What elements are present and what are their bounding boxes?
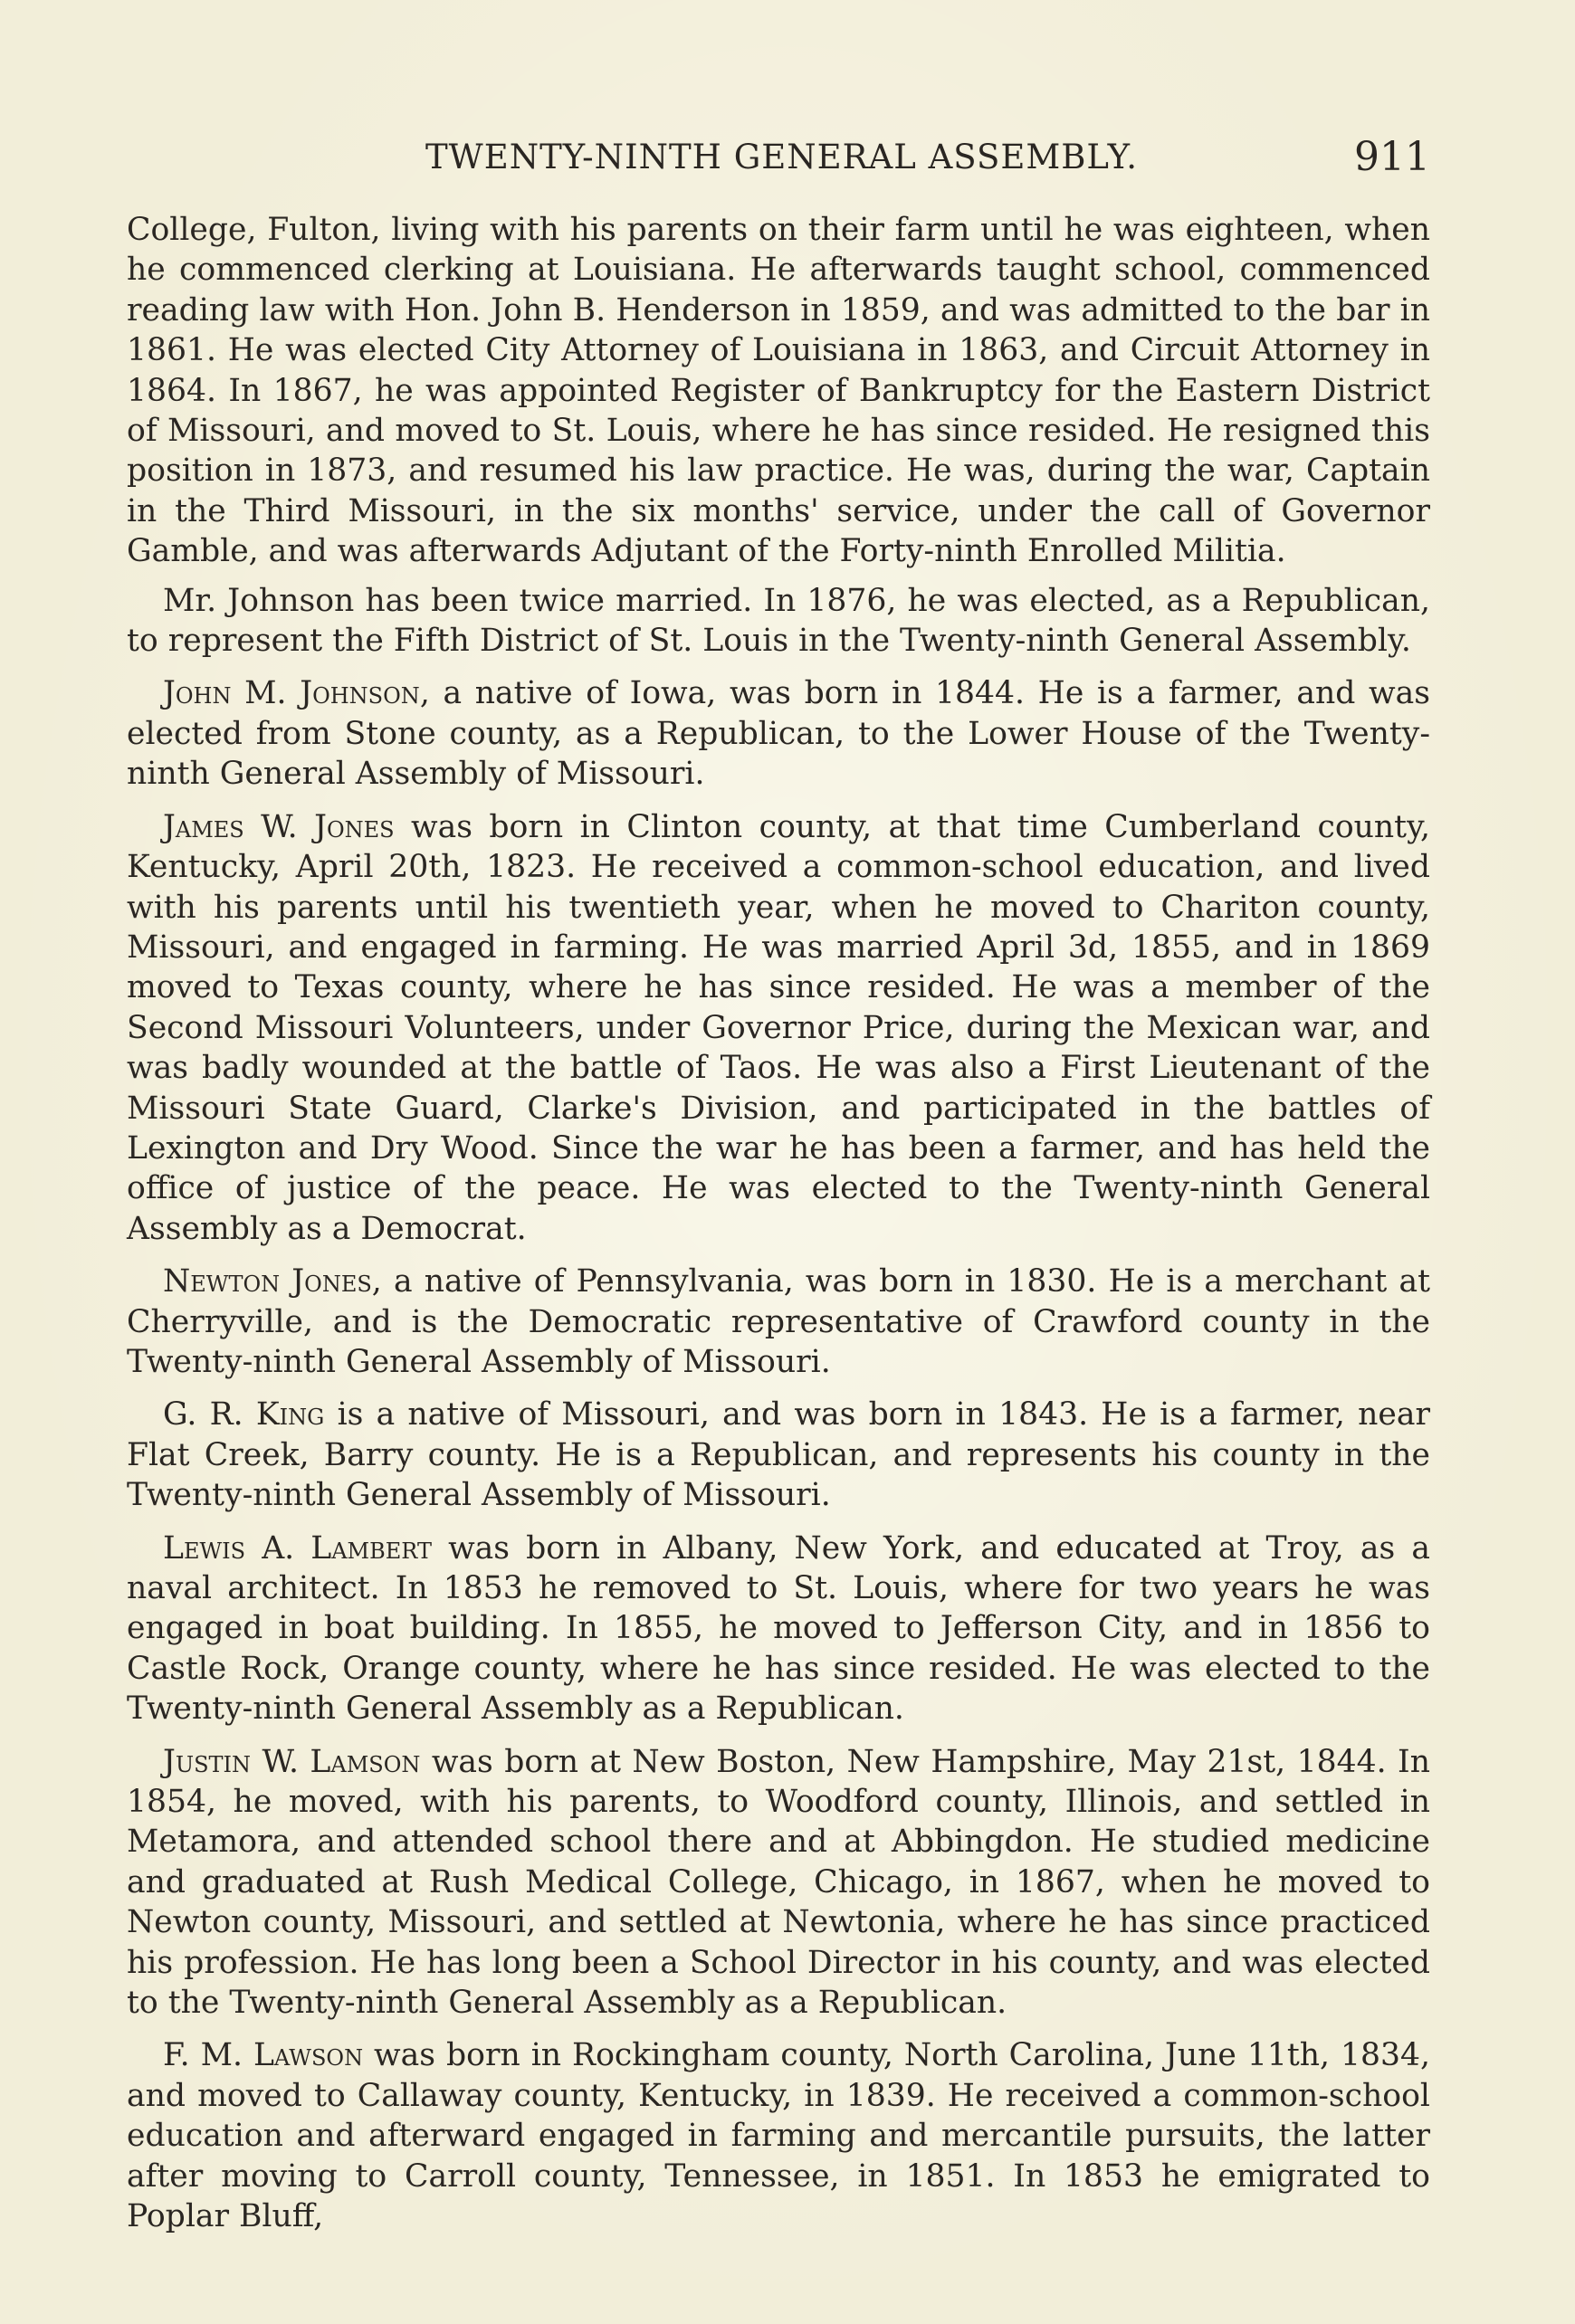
paragraph-text: Mr. Johnson has been twice married. In 1876, he was elected, as a Republican, to represent the Fifth District of St. Louis in the Twenty-ninth General Assembly.: [127, 582, 1430, 660]
entry-name: Justin W. Lamson: [163, 1743, 421, 1780]
paragraph-james-w-jones: [127, 807, 1430, 1249]
paragraph-text: was born at New Boston, New Hampshire, May 21st, 1844. In 1854, he moved, with his parents, to Woodford county, Illinois, and settled in Metamora, and attended school there and at Abbingdon. He studied medicine and graduated at Rush Medical College, Chicago, in 1867, when he moved to Newton county, Missouri, and settled at Newtonia, where he has since practiced his profession. He has long been a School Director in his county, and was elected to the Twenty-ninth General Assembly as a Republican.: [127, 1743, 1430, 2022]
paragraph-g-r-king: [127, 1395, 1430, 1515]
paragraph-lewis-a-lambert: [127, 1529, 1430, 1729]
entry-name: G. R. King: [163, 1396, 325, 1433]
paragraph-john-m-johnson: [127, 673, 1430, 794]
running-title: TWENTY-NINTH GENERAL ASSEMBLY.: [425, 138, 1139, 176]
paragraph-justin-w-lamson: [127, 1742, 1430, 2024]
paragraph-newton-jones: [127, 1262, 1430, 1382]
entry-name: Newton Jones: [163, 1263, 372, 1300]
paragraph-text: was born in Albany, New York, and educated at Troy, as a naval architect. In 1853 he removed to St. Louis, where for two years he was engaged in boat building. In 1855, he moved to Jefferson City, and in 1856 to Castle Rock, Orange county, where he has since resided. He was elected to the Twenty-ninth General Assembly as a Republican.: [127, 1529, 1430, 1728]
entry-name: F. M. Lawson: [163, 2037, 364, 2074]
paragraph-text: is a native of Missouri, and was born in 1843. He is a farmer, near Flat Creek, Barry county. He is a Republican, and represents his county in the Twenty-ninth General Assembly of Missouri.: [127, 1396, 1431, 1514]
paragraph-text: was born in Rockingham county, North Carolina, June 11th, 1834, and moved to Callaway county, Kentucky, in 1839. He received a common-school education and afterward engaged in farming and mercantile pursuits, the latter after moving to Carroll county, Tennessee, in 1851. In 1853 he emigrated to Poplar Bluff,: [127, 2037, 1430, 2235]
paragraph-continuation: [127, 210, 1430, 572]
paragraph-f-m-lawson: [127, 2035, 1430, 2236]
paragraph-text: College, Fulton, living with his parents on their farm until he was eighteen, when he commenced clerking at Louisiana. He afterwards taught school, commenced reading law with Hon. John B. Henderson in 1859, and was admitted to the bar in 1861. He was elected City Attorney of Louisiana in 1863, and Circuit Attorney in 1864. In 1867, he was appointed Register of Bankruptcy for the Eastern District of Missouri, and moved to St. Louis, where he has since resided. He resigned this position in 1873, and resumed his law practice. He was, during the war, Captain in the Third Missouri, in the six months' service, under the call of Governor Gamble, and was afterwards Adjutant of the Forty-ninth Enrolled Militia.: [127, 212, 1430, 570]
entry-name: John M. Johnson: [163, 675, 420, 712]
paragraph-text: , a native of Iowa, was born in 1844. He is a farmer, and was elected from Stone county, as a Republican, to the Lower House of the Twenty-ninth General Assembly of Missouri.: [127, 675, 1431, 793]
body-text: [127, 210, 1430, 2250]
running-head: [127, 134, 1430, 188]
paragraph-text: , a native of Pennsylvania, was born in 1830. He is a merchant at Cherryville, and is the Democratic representative of Crawford county in the Twenty-ninth General Assembly of Missouri.: [127, 1263, 1430, 1380]
paragraph-johnson-marriage: [127, 581, 1430, 662]
entry-name: Lewis A. Lambert: [163, 1529, 432, 1567]
page-number: 911: [1354, 134, 1430, 180]
paragraph-text: was born in Clinton county, at that time Cumberland county, Kentucky, April 20th, 1823. He received a common-school education, and lived with his parents until his twentieth year, when he moved to Chariton county, Missouri, and engaged in farming. He was married April 3d, 1855, and in 1869 moved to Texas county, where he has since resided. He was a member of the Second Missouri Volunteers, under Governor Price, during the Mexican war, and was badly wounded at the battle of Taos. He was also a First Lieutenant of the Missouri State Guard, Clarke's Division, and participated in the battles of Lexington and Dry Wood. Since the war he has been a farmer, and has held the office of justice of the peace. He was elected to the Twenty-ninth General Assembly as a Democrat.: [127, 808, 1431, 1247]
entry-name: James W. Jones: [163, 808, 395, 845]
